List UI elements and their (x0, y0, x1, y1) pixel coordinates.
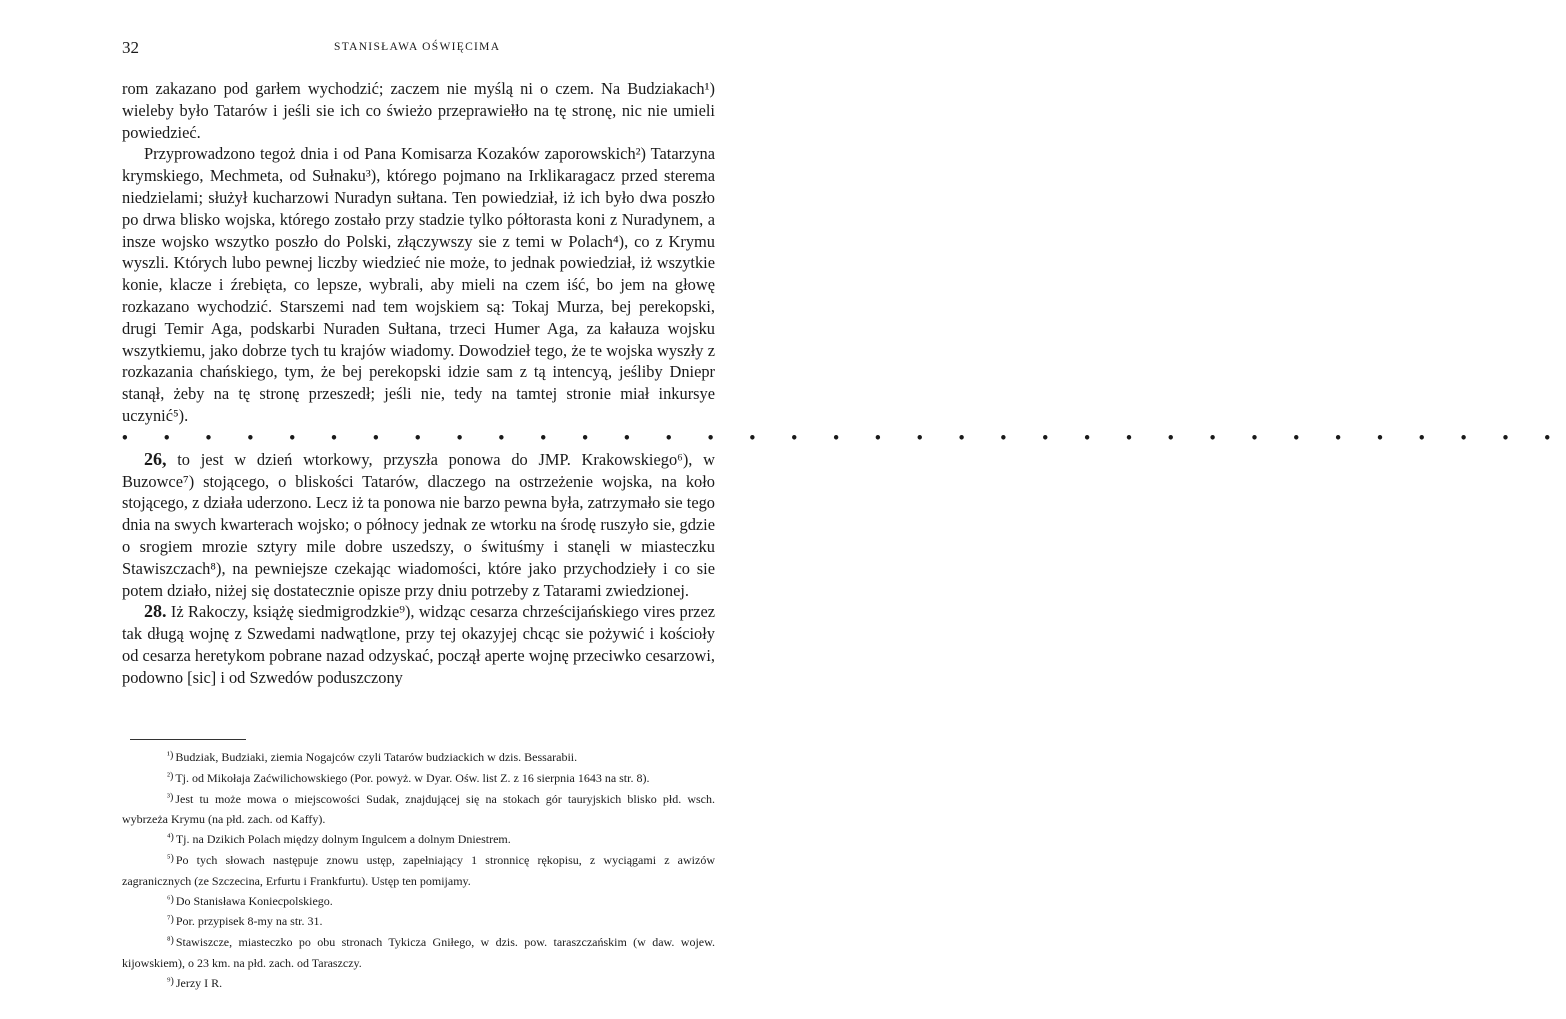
footnote-6: $^{^6)}$ Do Stanisława Koniecpolskiego. (167, 893, 333, 908)
footnote-rule (130, 739, 246, 740)
page-header (122, 38, 715, 58)
entry-date-28: 28. (144, 601, 167, 622)
footnote-2: $^{^2)}$ Tj. od Mikołaja Zaćwilichowskiego (Por. powyż. w Dyar. Ośw. list Z. z 16 sierpnia 1643 na str. 8). (167, 770, 650, 785)
ellipsis-dots: • • • • • • • • • • • • • • • • • • • • • • • • • • • • • • • • • • • (122, 427, 1566, 447)
main-text (122, 78, 1566, 689)
paragraph-4-text: Iż Rakoczy, książę siedmigrodzkie⁹), widząc cesarza chrześcijańskiego vires przez tak długą wojnę z Szwedami nadwątlone, przy tej okazyjej chcąc sie pożywić i kościoły od cesarza heretykom pobrane nazad odzyskać, począł aperte wojnę przeciwko cesarzowi, podowno [sic] i od Szwedów poduszczony (122, 602, 715, 687)
running-head: STANISŁAWA OŚWIĘCIMA (334, 41, 501, 53)
footnote-3: $^{^3)}$ Jest tu może mowa o miejscowości Sudak, znajdującej się na stokach gór tauryjskich blisko płd. wsch. wybrzeża Krymu (na płd. zach. od Kaffy). (122, 791, 715, 827)
paragraph-1: rom zakazano pod garłem wychodzić; zaczem nie myślą ni o czem. Na Budziakach¹) wieleby było Tatarów i jeśli sie ich co świeżo przeprawiełło na tę stronę, nic nie umieli powiedzieć. (122, 79, 715, 142)
footnote-4: $^{^4)}$ Tj. na Dzikich Polach między dolnym Ingulcem a dolnym Dniestrem. (167, 832, 511, 847)
footnote-7: $^{^7)}$ Por. przypisek 8-my na str. 31. (167, 914, 323, 929)
footnotes (122, 748, 715, 995)
footnote-5: $^{^5)}$ Po tych słowach następuje znowu ustęp, zapełniający 1 stronnicę rękopisu, z wyciągami z awizów zagranicznych (ze Szczecina, Erfurtu i Frankfurtu). Ustęp ten pomijamy. (122, 852, 715, 888)
paragraph-2: Przyprowadzono tegoż dnia i od Pana Komisarza Kozaków zaporowskich²) Tatarzyna krymskiego, Mechmeta, od Sułnaku³), którego pojmano na Irklikaragacz przed sterema niedzielami; służył kucharzowi Nuradyn sułtana. Ten powiedział, iż ich było dwa poszło po drwa blisko wojska, którego zostało przy stadzie tylko półtorasta koni z Nuradynem, a insze wojsko wszytko poszło do Polski, złączywszy sie z temi w Polach⁴), co z Krymu wyszli. Których lubo pewnej liczby wiedzieć nie może, to jednak powiedział, iż wszytkie konie, klacze i źrebięta, co lepsze, wybrali, aby mieli na czem iść, bo jem na głowę rozkazano wychodzić. Starszemi nad tem wojskiem są: Tokaj Murza, bej perekopski, drugi Temir Aga, podskarbi Nuraden Sułtana, trzeci Humer Aga, za kałauza wojsku wszytkiemu, jako dobrze tych tu krajów wiadomy. Dowodzieł tego, że te wojska wyszły z rozkazania chańskiego, tym, że bej perekopski idzie sam z tą intencyą, jeśliby Dniepr stanął, żeby na tę stronę przeszedł; jeśli nie, tedy na tamtej stronie miał inkursye uczynić⁵). (122, 144, 715, 425)
paragraph-3-text: to jest w dzień wtorkowy, przyszła ponowa do JMP. Krakowskiego⁶), w Buzowce⁷) stojącego, o bliskości Tatarów, dlaczego na ostrzeżenie wojska, na koło stojącego, z działa uderzono. Lecz iż ta ponowa nie barzo pewna była, zatrzymało sie tego dnia na swych kwarterach wojsko; o północy jednak ze wtorku na środę ruszyło sie, gdzie o srogiem mrozie sztyry mile dobre uszedszy, o śwituśmy i stanęli w miasteczku Stawiszczach⁸), na pewniejsze czekając wiadomości, które jako przychodzieły i co sie potem działo, niżej się dostatecznie opisze przy dniu potrzeby z Tatarami zwiedzionej. (122, 449, 715, 600)
entry-date-26: 26, (144, 448, 167, 469)
page-number: 32 (122, 38, 139, 57)
paragraph-3 (122, 449, 715, 602)
footnote-8: $^{^8)}$ Stawiszcze, miasteczko po obu stronach Tykicza Gniłego, w dzis. pow. taraszczańskim (w daw. wojew. kijowskiem), o 23 km. na płd. zach. od Taraszczy. (122, 935, 715, 970)
paragraph-4 (122, 601, 715, 688)
footnote-1: $^{^1)}$ Budziak, Budziaki, ziemia Nogajców czyli Tatarów budziackich w dzis. Bessarabii. (167, 750, 578, 764)
footnote-9: $^{^9)}$ Jerzy I R. (167, 975, 223, 990)
